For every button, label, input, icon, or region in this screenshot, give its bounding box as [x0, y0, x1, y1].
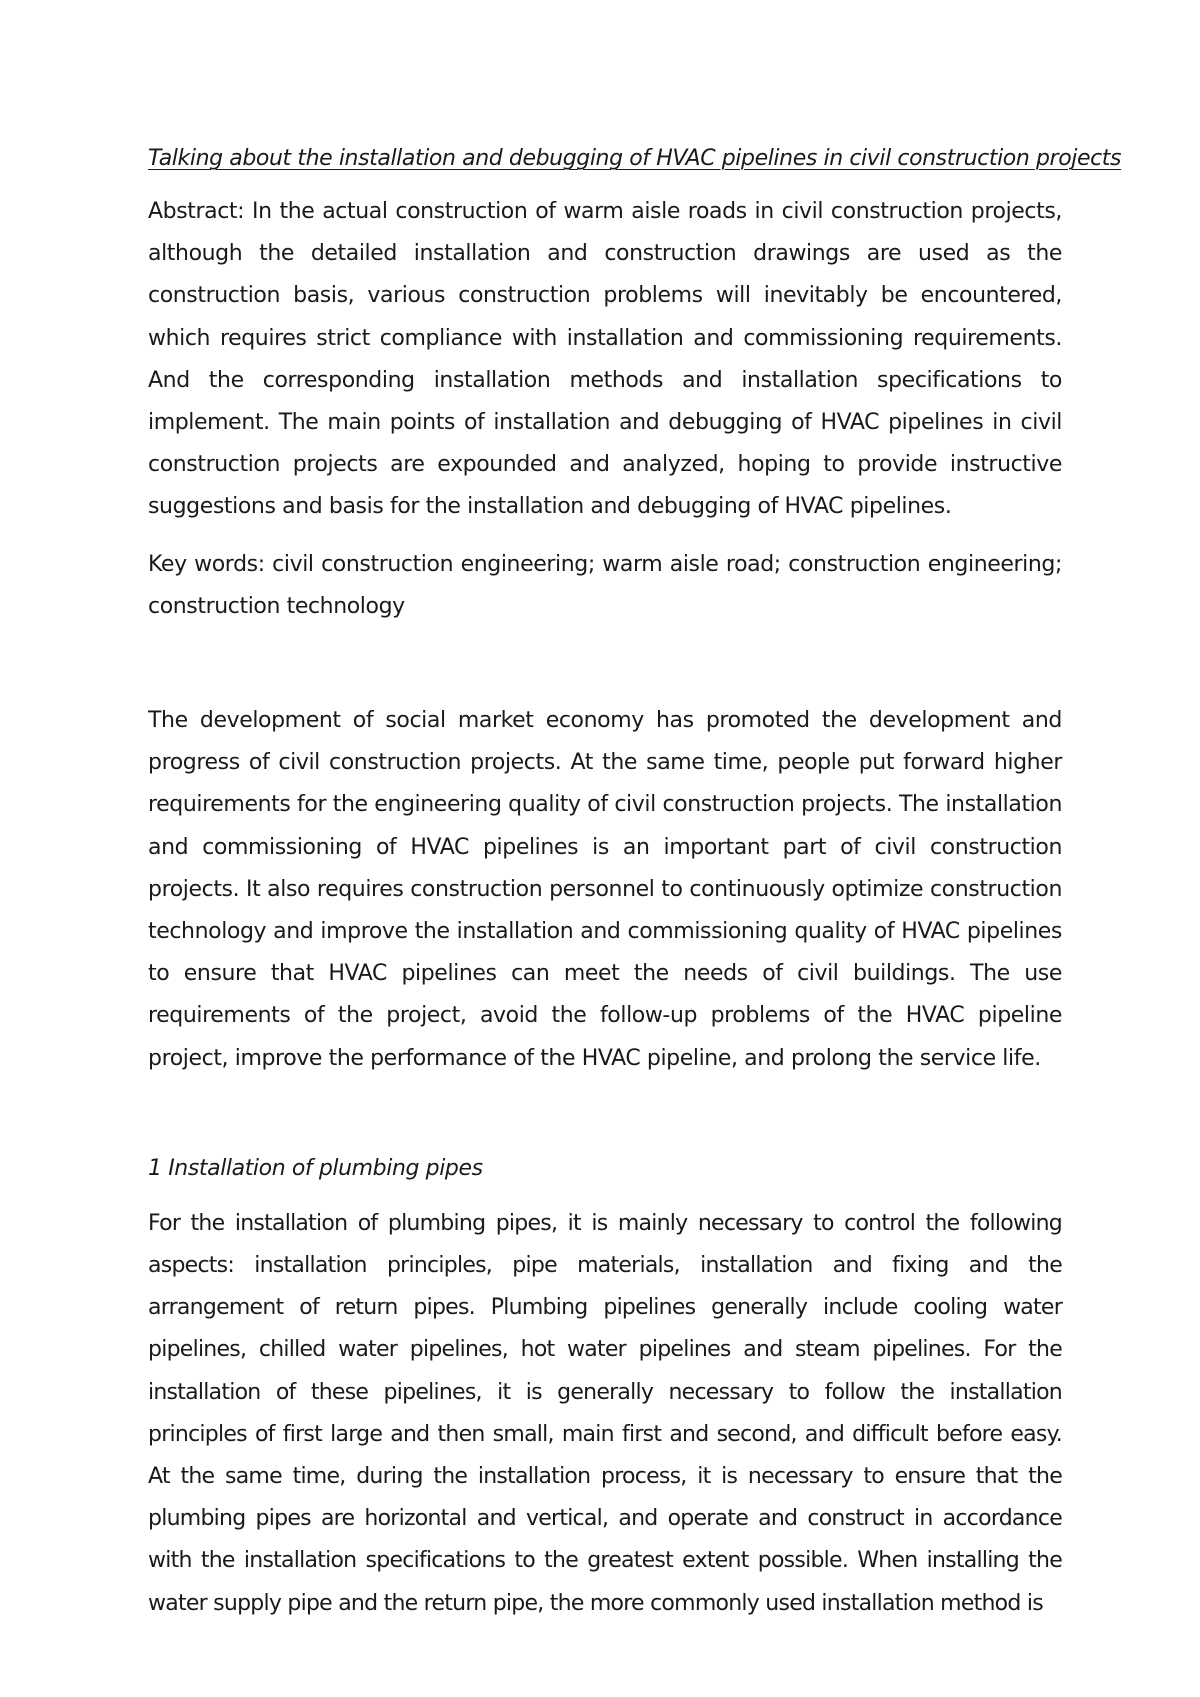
section-body-paragraph: For the installation of plumbing pipes, it is mainly necessary to control the following aspects: installation principles, pipe materials, installation and fixing and the arrangement of return pipes. Plumbing pipelines generally include cooling water pipelines, chilled water pipelines, hot water pipelines and steam pipelines. For the installation of these pipelines, it is generally necessary to follow the installation principles of first large and then small, main first and second, and difficult before easy. At the same time, during the installation process, it is necessary to ensure that the plumbing pipes are horizontal and vertical, and operate and construct in accordance with the installation specifications to the greatest extent possible. When installing the water supply pipe and the return pipe, the more commonly used installation method is: [148, 1210, 1062, 1616]
keywords-paragraph: Key words: civil construction engineering; warm aisle road; construction engineering; construction technology: [148, 551, 1062, 619]
document-page: [148, 142, 1122, 1625]
abstract-paragraph: Abstract: In the actual construction of warm aisle roads in civil construction projects, although the detailed installation and construction drawings are used as the construction basis, various construction problems will inevitably be encountered, which requires strict compliance with installation and commissioning requirements. And the corresponding installation methods and installation specifications to implement. The main points of installation and debugging of HVAC pipelines in civil construction projects are expounded and analyzed, hoping to provide instructive suggestions and basis for the installation and debugging of HVAC pipelines.: [148, 199, 1062, 520]
intro-paragraph: The development of social market economy has promoted the development and progress of civil construction projects. At the same time, people put forward higher requirements for the engineering quality of civil construction projects. The installation and commissioning of HVAC pipelines is an important part of civil construction projects. It also requires construction personnel to continuously optimize construction technology and improve the installation and commissioning quality of HVAC pipelines to ensure that HVAC pipelines can meet the needs of civil buildings. The use requirements of the project, avoid the follow-up problems of the HVAC pipeline project, improve the performance of the HVAC pipeline, and prolong the service life.: [148, 708, 1062, 1071]
section-heading: 1 Installation of plumbing pipes: [148, 1155, 483, 1181]
document-title: Talking about the installation and debugging of HVAC pipelines in civil construction projects: [148, 146, 1122, 171]
